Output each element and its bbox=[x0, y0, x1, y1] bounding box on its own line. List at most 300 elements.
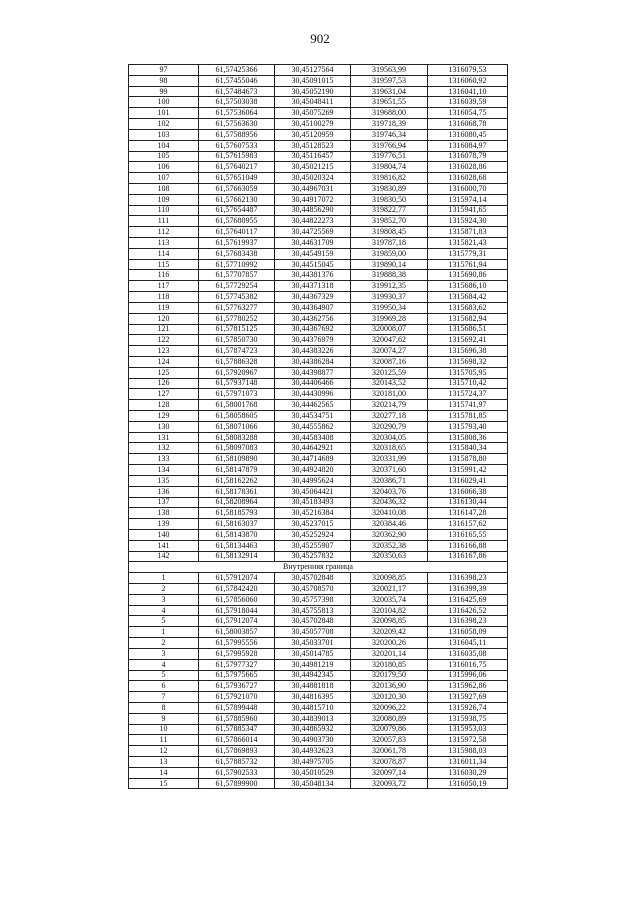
point-number-cell: 110 bbox=[129, 205, 199, 216]
longitude-cell: 30,45033701 bbox=[275, 638, 351, 649]
coord-x-cell: 319930,37 bbox=[351, 292, 428, 303]
point-number-cell: 9 bbox=[129, 713, 199, 724]
latitude-cell: 61,57484673 bbox=[199, 86, 275, 97]
table-row bbox=[129, 129, 508, 140]
section-row-group bbox=[129, 562, 508, 573]
table-row bbox=[129, 140, 508, 151]
point-number-cell: 131 bbox=[129, 432, 199, 443]
point-number-cell: 123 bbox=[129, 346, 199, 357]
latitude-cell: 61,57710992 bbox=[199, 259, 275, 270]
inner-boundary-rows bbox=[129, 573, 508, 789]
coord-x-cell: 319563,99 bbox=[351, 65, 428, 76]
latitude-cell: 61,57707857 bbox=[199, 270, 275, 281]
latitude-cell: 61,57902533 bbox=[199, 767, 275, 778]
point-number-cell: 1 bbox=[129, 627, 199, 638]
coord-x-cell: 320352,38 bbox=[351, 540, 428, 551]
coord-y-cell: 1315705,95 bbox=[428, 367, 508, 378]
table-row bbox=[129, 584, 508, 595]
point-number-cell: 133 bbox=[129, 454, 199, 465]
latitude-cell: 61,57850730 bbox=[199, 335, 275, 346]
coord-y-cell: 1315683,62 bbox=[428, 302, 508, 313]
longitude-cell: 30,44995624 bbox=[275, 475, 351, 486]
coord-x-cell: 320331,99 bbox=[351, 454, 428, 465]
coord-x-cell: 320074,27 bbox=[351, 346, 428, 357]
longitude-cell: 30,44631709 bbox=[275, 238, 351, 249]
coord-y-cell: 1315941,65 bbox=[428, 205, 508, 216]
longitude-cell: 30,44398877 bbox=[275, 367, 351, 378]
point-number-cell: 3 bbox=[129, 648, 199, 659]
coord-x-cell: 319651,55 bbox=[351, 97, 428, 108]
table-row bbox=[129, 292, 508, 303]
longitude-cell: 30,45116457 bbox=[275, 151, 351, 162]
longitude-cell: 30,44381376 bbox=[275, 270, 351, 281]
latitude-cell: 61,57920967 bbox=[199, 367, 275, 378]
latitude-cell: 61,57607533 bbox=[199, 140, 275, 151]
coord-y-cell: 1316147,28 bbox=[428, 508, 508, 519]
coord-x-cell: 320087,16 bbox=[351, 356, 428, 367]
coord-x-cell: 319830,50 bbox=[351, 194, 428, 205]
table-row bbox=[129, 378, 508, 389]
table-row bbox=[129, 767, 508, 778]
longitude-cell: 30,45075269 bbox=[275, 108, 351, 119]
coord-y-cell: 1315962,86 bbox=[428, 681, 508, 692]
coord-y-cell: 1316398,23 bbox=[428, 616, 508, 627]
latitude-cell: 61,57937148 bbox=[199, 378, 275, 389]
point-number-cell: 125 bbox=[129, 367, 199, 378]
point-number-cell: 104 bbox=[129, 140, 199, 151]
coord-y-cell: 1316130,44 bbox=[428, 497, 508, 508]
coord-y-cell: 1316084,97 bbox=[428, 140, 508, 151]
coord-y-cell: 1315686,51 bbox=[428, 324, 508, 335]
latitude-cell: 61,57856060 bbox=[199, 594, 275, 605]
longitude-cell: 30,44822273 bbox=[275, 216, 351, 227]
table-row bbox=[129, 162, 508, 173]
latitude-cell: 61,57995928 bbox=[199, 648, 275, 659]
coord-y-cell: 1315871,83 bbox=[428, 227, 508, 238]
table-row bbox=[129, 443, 508, 454]
latitude-cell: 61,57780252 bbox=[199, 313, 275, 324]
table-row bbox=[129, 335, 508, 346]
longitude-cell: 30,45702848 bbox=[275, 616, 351, 627]
latitude-cell: 61,57899900 bbox=[199, 778, 275, 789]
point-number-cell: 15 bbox=[129, 778, 199, 789]
latitude-cell: 61,58058605 bbox=[199, 411, 275, 422]
longitude-cell: 30,44362756 bbox=[275, 313, 351, 324]
longitude-cell: 30,44555862 bbox=[275, 421, 351, 432]
table-row bbox=[129, 497, 508, 508]
latitude-cell: 61,57912074 bbox=[199, 616, 275, 627]
coord-y-cell: 1315692,41 bbox=[428, 335, 508, 346]
latitude-cell: 61,57680955 bbox=[199, 216, 275, 227]
coord-x-cell: 320410,08 bbox=[351, 508, 428, 519]
latitude-cell: 61,57651049 bbox=[199, 173, 275, 184]
coord-y-cell: 1316157,62 bbox=[428, 519, 508, 530]
latitude-cell: 61,57977327 bbox=[199, 659, 275, 670]
table-row bbox=[129, 594, 508, 605]
latitude-cell: 61,57745382 bbox=[199, 292, 275, 303]
coord-x-cell: 319804,74 bbox=[351, 162, 428, 173]
latitude-cell: 61,57885960 bbox=[199, 713, 275, 724]
point-number-cell: 7 bbox=[129, 692, 199, 703]
latitude-cell: 61,57455046 bbox=[199, 75, 275, 86]
latitude-cell: 61,57503038 bbox=[199, 97, 275, 108]
coord-x-cell: 320120,30 bbox=[351, 692, 428, 703]
coord-x-cell: 320057,83 bbox=[351, 735, 428, 746]
page-number: 902 bbox=[310, 31, 330, 46]
coord-y-cell: 1316079,53 bbox=[428, 65, 508, 76]
coord-x-cell: 319766,94 bbox=[351, 140, 428, 151]
coord-x-cell: 319787,18 bbox=[351, 238, 428, 249]
table-row bbox=[129, 692, 508, 703]
latitude-cell: 61,57563630 bbox=[199, 119, 275, 130]
coord-x-cell: 320209,42 bbox=[351, 627, 428, 638]
coord-y-cell: 1315781,85 bbox=[428, 411, 508, 422]
coord-x-cell: 319718,39 bbox=[351, 119, 428, 130]
coord-y-cell: 1316166,88 bbox=[428, 540, 508, 551]
coord-y-cell: 1316000,70 bbox=[428, 183, 508, 194]
latitude-cell: 61,57425366 bbox=[199, 65, 275, 76]
coord-x-cell: 320277,18 bbox=[351, 411, 428, 422]
point-number-cell: 139 bbox=[129, 519, 199, 530]
table-row bbox=[129, 670, 508, 681]
coord-x-cell: 320386,71 bbox=[351, 475, 428, 486]
latitude-cell: 61,57866014 bbox=[199, 735, 275, 746]
table-row bbox=[129, 702, 508, 713]
coord-y-cell: 1316426,52 bbox=[428, 605, 508, 616]
point-number-cell: 116 bbox=[129, 270, 199, 281]
latitude-cell: 61,58003857 bbox=[199, 627, 275, 638]
longitude-cell: 30,45100279 bbox=[275, 119, 351, 130]
coord-y-cell: 1315938,75 bbox=[428, 713, 508, 724]
coord-x-cell: 320061,78 bbox=[351, 746, 428, 757]
coordinates-table bbox=[128, 64, 508, 789]
longitude-cell: 30,45252924 bbox=[275, 529, 351, 540]
coord-y-cell: 1315974,14 bbox=[428, 194, 508, 205]
coord-y-cell: 1316045,11 bbox=[428, 638, 508, 649]
coord-x-cell: 320047,62 bbox=[351, 335, 428, 346]
coord-y-cell: 1316041,10 bbox=[428, 86, 508, 97]
point-number-cell: 128 bbox=[129, 400, 199, 411]
point-number-cell: 140 bbox=[129, 529, 199, 540]
latitude-cell: 61,57815125 bbox=[199, 324, 275, 335]
table-row bbox=[129, 551, 508, 562]
longitude-cell: 30,44367692 bbox=[275, 324, 351, 335]
point-number-cell: 141 bbox=[129, 540, 199, 551]
latitude-cell: 61,57536064 bbox=[199, 108, 275, 119]
latitude-cell: 61,58163037 bbox=[199, 519, 275, 530]
latitude-cell: 61,57588956 bbox=[199, 129, 275, 140]
point-number-cell: 4 bbox=[129, 605, 199, 616]
longitude-cell: 30,45127564 bbox=[275, 65, 351, 76]
table-row bbox=[129, 183, 508, 194]
outer-boundary-rows bbox=[129, 65, 508, 562]
longitude-cell: 30,45183493 bbox=[275, 497, 351, 508]
coord-x-cell: 320008,07 bbox=[351, 324, 428, 335]
longitude-cell: 30,44534751 bbox=[275, 411, 351, 422]
table-row bbox=[129, 454, 508, 465]
point-number-cell: 105 bbox=[129, 151, 199, 162]
coord-x-cell: 320079,86 bbox=[351, 724, 428, 735]
table-row bbox=[129, 313, 508, 324]
coord-x-cell: 320143,52 bbox=[351, 378, 428, 389]
coord-x-cell: 320078,87 bbox=[351, 757, 428, 768]
longitude-cell: 30,44430996 bbox=[275, 389, 351, 400]
longitude-cell: 30,44371318 bbox=[275, 281, 351, 292]
coord-x-cell: 319950,34 bbox=[351, 302, 428, 313]
table-row bbox=[129, 659, 508, 670]
latitude-cell: 61,58147879 bbox=[199, 465, 275, 476]
point-number-cell: 107 bbox=[129, 173, 199, 184]
point-number-cell: 2 bbox=[129, 638, 199, 649]
point-number-cell: 136 bbox=[129, 486, 199, 497]
coord-x-cell: 320125,59 bbox=[351, 367, 428, 378]
latitude-cell: 61,57763277 bbox=[199, 302, 275, 313]
longitude-cell: 30,44376979 bbox=[275, 335, 351, 346]
latitude-cell: 61,57663059 bbox=[199, 183, 275, 194]
coord-y-cell: 1316030,29 bbox=[428, 767, 508, 778]
coord-y-cell: 1316080,45 bbox=[428, 129, 508, 140]
coord-y-cell: 1315996,06 bbox=[428, 670, 508, 681]
table-row bbox=[129, 540, 508, 551]
coord-y-cell: 1316039,59 bbox=[428, 97, 508, 108]
coord-y-cell: 1316029,41 bbox=[428, 475, 508, 486]
longitude-cell: 30,45064421 bbox=[275, 486, 351, 497]
coord-x-cell: 320180,85 bbox=[351, 659, 428, 670]
coord-x-cell: 320201,14 bbox=[351, 648, 428, 659]
section-heading: Внутренняя граница bbox=[129, 562, 508, 573]
longitude-cell: 30,44856290 bbox=[275, 205, 351, 216]
latitude-cell: 61,58185793 bbox=[199, 508, 275, 519]
longitude-cell: 30,44903730 bbox=[275, 735, 351, 746]
coord-y-cell: 1315840,34 bbox=[428, 443, 508, 454]
coord-x-cell: 319746,34 bbox=[351, 129, 428, 140]
latitude-cell: 61,57869893 bbox=[199, 746, 275, 757]
latitude-cell: 61,58097083 bbox=[199, 443, 275, 454]
table-row bbox=[129, 713, 508, 724]
table-row bbox=[129, 605, 508, 616]
table-row bbox=[129, 367, 508, 378]
point-number-cell: 119 bbox=[129, 302, 199, 313]
longitude-cell: 30,45120959 bbox=[275, 129, 351, 140]
table-row bbox=[129, 216, 508, 227]
coord-x-cell: 320403,76 bbox=[351, 486, 428, 497]
longitude-cell: 30,44967031 bbox=[275, 183, 351, 194]
table-row bbox=[129, 65, 508, 76]
point-number-cell: 99 bbox=[129, 86, 199, 97]
longitude-cell: 30,45014785 bbox=[275, 648, 351, 659]
coord-y-cell: 1315821,43 bbox=[428, 238, 508, 249]
latitude-cell: 61,57729254 bbox=[199, 281, 275, 292]
section-row bbox=[129, 562, 508, 573]
table-row bbox=[129, 411, 508, 422]
latitude-cell: 61,58208964 bbox=[199, 497, 275, 508]
point-number-cell: 97 bbox=[129, 65, 199, 76]
table-row bbox=[129, 681, 508, 692]
latitude-cell: 61,57683438 bbox=[199, 248, 275, 259]
point-number-cell: 142 bbox=[129, 551, 199, 562]
latitude-cell: 61,57886328 bbox=[199, 356, 275, 367]
point-number-cell: 120 bbox=[129, 313, 199, 324]
table-row bbox=[129, 508, 508, 519]
longitude-cell: 30,45048134 bbox=[275, 778, 351, 789]
longitude-cell: 30,44924820 bbox=[275, 465, 351, 476]
coord-x-cell: 320436,32 bbox=[351, 497, 428, 508]
point-number-cell: 101 bbox=[129, 108, 199, 119]
coord-x-cell: 319969,28 bbox=[351, 313, 428, 324]
table-row bbox=[129, 400, 508, 411]
longitude-cell: 30,44386284 bbox=[275, 356, 351, 367]
table-row bbox=[129, 119, 508, 130]
longitude-cell: 30,45257832 bbox=[275, 551, 351, 562]
coord-x-cell: 320371,60 bbox=[351, 465, 428, 476]
coord-x-cell: 320350,63 bbox=[351, 551, 428, 562]
longitude-cell: 30,45021215 bbox=[275, 162, 351, 173]
longitude-cell: 30,45020324 bbox=[275, 173, 351, 184]
longitude-cell: 30,45708570 bbox=[275, 584, 351, 595]
coord-y-cell: 1316167,86 bbox=[428, 551, 508, 562]
coord-x-cell: 319597,53 bbox=[351, 75, 428, 86]
longitude-cell: 30,44367329 bbox=[275, 292, 351, 303]
coord-y-cell: 1315878,80 bbox=[428, 454, 508, 465]
table-row bbox=[129, 432, 508, 443]
point-number-cell: 132 bbox=[129, 443, 199, 454]
coord-y-cell: 1316050,19 bbox=[428, 778, 508, 789]
coord-x-cell: 320098,85 bbox=[351, 573, 428, 584]
table-row bbox=[129, 173, 508, 184]
coord-x-cell: 320200,26 bbox=[351, 638, 428, 649]
longitude-cell: 30,44364907 bbox=[275, 302, 351, 313]
coord-y-cell: 1315684,42 bbox=[428, 292, 508, 303]
longitude-cell: 30,44975705 bbox=[275, 757, 351, 768]
coord-y-cell: 1315972,58 bbox=[428, 735, 508, 746]
table-row bbox=[129, 616, 508, 627]
longitude-cell: 30,44839013 bbox=[275, 713, 351, 724]
point-number-cell: 6 bbox=[129, 681, 199, 692]
point-number-cell: 109 bbox=[129, 194, 199, 205]
latitude-cell: 61,57918044 bbox=[199, 605, 275, 616]
coord-y-cell: 1315953,03 bbox=[428, 724, 508, 735]
latitude-cell: 61,57975665 bbox=[199, 670, 275, 681]
coord-x-cell: 320097,14 bbox=[351, 767, 428, 778]
latitude-cell: 61,57615983 bbox=[199, 151, 275, 162]
latitude-cell: 61,57995556 bbox=[199, 638, 275, 649]
point-number-cell: 135 bbox=[129, 475, 199, 486]
coord-x-cell: 320035,74 bbox=[351, 594, 428, 605]
point-number-cell: 138 bbox=[129, 508, 199, 519]
longitude-cell: 30,45057708 bbox=[275, 627, 351, 638]
latitude-cell: 61,57842420 bbox=[199, 584, 275, 595]
table-row bbox=[129, 324, 508, 335]
longitude-cell: 30,45128523 bbox=[275, 140, 351, 151]
point-number-cell: 5 bbox=[129, 616, 199, 627]
table-row bbox=[129, 746, 508, 757]
coord-y-cell: 1315724,37 bbox=[428, 389, 508, 400]
point-number-cell: 4 bbox=[129, 659, 199, 670]
point-number-cell: 121 bbox=[129, 324, 199, 335]
coord-x-cell: 320214,79 bbox=[351, 400, 428, 411]
table-row bbox=[129, 648, 508, 659]
coord-x-cell: 320181,00 bbox=[351, 389, 428, 400]
coord-x-cell: 320179,50 bbox=[351, 670, 428, 681]
coord-y-cell: 1316058,09 bbox=[428, 627, 508, 638]
point-number-cell: 10 bbox=[129, 724, 199, 735]
latitude-cell: 61,57640217 bbox=[199, 162, 275, 173]
latitude-cell: 61,58071066 bbox=[199, 421, 275, 432]
coord-y-cell: 1316425,69 bbox=[428, 594, 508, 605]
longitude-cell: 30,44642921 bbox=[275, 443, 351, 454]
point-number-cell: 103 bbox=[129, 129, 199, 140]
table-row bbox=[129, 194, 508, 205]
point-number-cell: 13 bbox=[129, 757, 199, 768]
latitude-cell: 61,58083288 bbox=[199, 432, 275, 443]
coord-x-cell: 320096,22 bbox=[351, 702, 428, 713]
table-row bbox=[129, 529, 508, 540]
latitude-cell: 61,58178361 bbox=[199, 486, 275, 497]
point-number-cell: 1 bbox=[129, 573, 199, 584]
point-number-cell: 111 bbox=[129, 216, 199, 227]
table-row bbox=[129, 465, 508, 476]
table-row bbox=[129, 75, 508, 86]
table-row bbox=[129, 573, 508, 584]
table-row bbox=[129, 724, 508, 735]
coord-x-cell: 320098,85 bbox=[351, 616, 428, 627]
longitude-cell: 30,44865932 bbox=[275, 724, 351, 735]
coord-y-cell: 1316011,34 bbox=[428, 757, 508, 768]
coord-y-cell: 1315698,32 bbox=[428, 356, 508, 367]
point-number-cell: 100 bbox=[129, 97, 199, 108]
latitude-cell: 61,58143870 bbox=[199, 529, 275, 540]
longitude-cell: 30,45255907 bbox=[275, 540, 351, 551]
coord-x-cell: 320080,89 bbox=[351, 713, 428, 724]
latitude-cell: 61,57654487 bbox=[199, 205, 275, 216]
table-row bbox=[129, 638, 508, 649]
coord-x-cell: 320384,46 bbox=[351, 519, 428, 530]
coord-y-cell: 1315686,10 bbox=[428, 281, 508, 292]
longitude-cell: 30,44816395 bbox=[275, 692, 351, 703]
point-number-cell: 137 bbox=[129, 497, 199, 508]
latitude-cell: 61,57874723 bbox=[199, 346, 275, 357]
coord-x-cell: 319822,77 bbox=[351, 205, 428, 216]
table-row bbox=[129, 227, 508, 238]
longitude-cell: 30,44942345 bbox=[275, 670, 351, 681]
point-number-cell: 5 bbox=[129, 670, 199, 681]
coord-y-cell: 1315808,36 bbox=[428, 432, 508, 443]
point-number-cell: 106 bbox=[129, 162, 199, 173]
coord-y-cell: 1315793,40 bbox=[428, 421, 508, 432]
longitude-cell: 30,44932623 bbox=[275, 746, 351, 757]
coord-y-cell: 1316028,68 bbox=[428, 173, 508, 184]
point-number-cell: 134 bbox=[129, 465, 199, 476]
coord-x-cell: 319888,38 bbox=[351, 270, 428, 281]
coord-y-cell: 1315682,94 bbox=[428, 313, 508, 324]
coord-x-cell: 320362,90 bbox=[351, 529, 428, 540]
table-row bbox=[129, 778, 508, 789]
longitude-cell: 30,44462565 bbox=[275, 400, 351, 411]
coord-x-cell: 320021,17 bbox=[351, 584, 428, 595]
longitude-cell: 30,44917072 bbox=[275, 194, 351, 205]
table-row bbox=[129, 108, 508, 119]
latitude-cell: 61,57971073 bbox=[199, 389, 275, 400]
table-row bbox=[129, 248, 508, 259]
latitude-cell: 61,57885732 bbox=[199, 757, 275, 768]
coord-x-cell: 319852,70 bbox=[351, 216, 428, 227]
table-row bbox=[129, 356, 508, 367]
table-row bbox=[129, 205, 508, 216]
longitude-cell: 30,45052190 bbox=[275, 86, 351, 97]
point-number-cell: 112 bbox=[129, 227, 199, 238]
coord-y-cell: 1316066,38 bbox=[428, 486, 508, 497]
longitude-cell: 30,44714689 bbox=[275, 454, 351, 465]
